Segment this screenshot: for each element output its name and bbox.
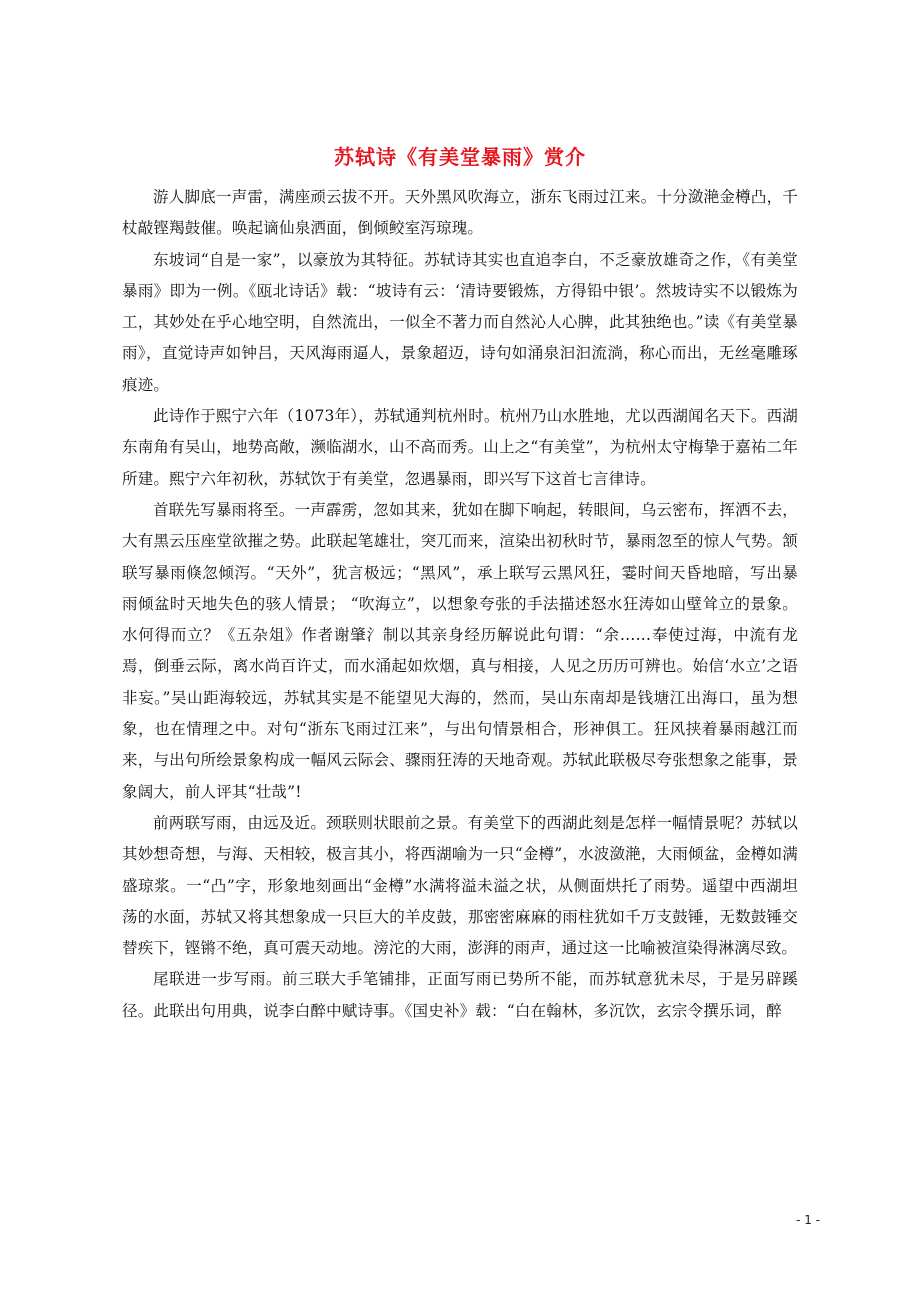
document-title: 苏轼诗《有美堂暴雨》赏介 xyxy=(334,145,586,169)
paragraph-style-intro: 东坡词“自是一家”，以豪放为其特征。苏轼诗其实也直追李白，不乏豪放雄奇之作，《有美堂暴雨》即为一例。《瓯北诗话》载：“坡诗有云：‘清诗要锻炼，方得铅中银’。然坡诗实不以锻炼为工，其妙处在乎心地空明，自然流出，一似全不著力而自然沁人心脾，此其独绝也。”读《有美堂暴雨》，直觉诗声如钟吕，天风海雨逼人，景象超迈，诗句如涌泉汩汩流淌，称心而出，无丝毫雕琢痕迹。 xyxy=(122,250,798,394)
paragraph-neck-couplet: 前两联写雨，由远及近。颈联则状眼前之景。有美堂下的西湖此刻是怎样一幅情景呢？苏轼以其妙想奇想，与海、天相较，极言其小，将西湖喻为一只“金樽”，水波潋滟，大雨倾盆，金樽如满盛琼浆。一“凸”字，形象地刻画出“金樽”水满将溢未溢之状，从侧面烘托了雨势。遥望中西湖坦荡的水面，苏轼又将其想象成一只巨大的羊皮鼓，那密密麻麻的雨柱犹如千万支鼓锤，无数鼓锤交替疾下，铿锵不绝，真可震天动地。滂沱的大雨，澎湃的雨声，通过这一比喻被渲染得淋漓尽致。 xyxy=(122,813,798,958)
article-body xyxy=(122,182,798,1027)
page-number: - 1 - xyxy=(796,1213,820,1227)
poem-paragraph: 游人脚底一声雷，满座顽云拔不开。天外黑风吹海立，浙东飞雨过江来。十分潋滟金樽凸，千杖敲铿羯鼓催。唤起谪仙泉洒面，倒倾鲛室泻琼瑰。 xyxy=(122,188,798,238)
paragraph-background: 此诗作于熙宁六年（1073年），苏轼通判杭州时。杭州乃山水胜地，尤以西湖闻名天下。西湖东南角有吴山，地势高敞，濒临湖水，山不高而秀。山上之“有美堂”，为杭州太守梅挚于嘉祐二年所建。熙宁六年初秋，苏轼饮于有美堂，忽遇暴雨，即兴写下这首七言律诗。 xyxy=(122,407,798,488)
paragraph-first-couplets: 首联先写暴雨将至。一声霹雳，忽如其来，犹如在脚下响起，转眼间，乌云密布，挥洒不去，大有黑云压座堂欲摧之势。此联起笔雄壮，突兀而来，渲染出初秋时节，暴雨忽至的惊人气势。颔联写暴雨倏忽倾泻。“天外”，犹言极远；“黑风”，承上联写云黑风狂，霎时间天昏地暗，写出暴雨倾盆时天地失色的骇人情景； “吹海立”，以想象夸张的手法描述怒水狂涛如山壁耸立的景象。水何得而立？《五杂俎》作者谢肇氵制以其亲身经历解说此句谓：“余……奉使过海，中流有龙焉，倒垂云际，离水尚百许丈，而水涌起如炊烟，真与相接，人见之历历可辨也。始信‘水立’之语非妄。”吴山距海较远，苏轼其实是不能望见大海的，然而，吴山东南却是钱塘江出海口，虽为想象，也在情理之中。对句“浙东飞雨过江来”，与出句情景相合，形神俱工。狂风挟着暴雨越江而来，与出句所绘景象构成一幅风云际会、骤雨狂涛的天地奇观。苏轼此联极尽夸张想象之能事，景象阔大，前人评其“壮哉”! xyxy=(122,500,798,801)
paragraph-tail-couplet: 尾联进一步写雨。前三联大手笔铺排，正面写雨已势所不能，而苏轼意犹未尽，于是另辟蹊径。此联出句用典，说李白醉中赋诗事。《国史补》载：“白在翰林，多沉饮，玄宗令撰乐词，醉 xyxy=(122,970,798,1020)
